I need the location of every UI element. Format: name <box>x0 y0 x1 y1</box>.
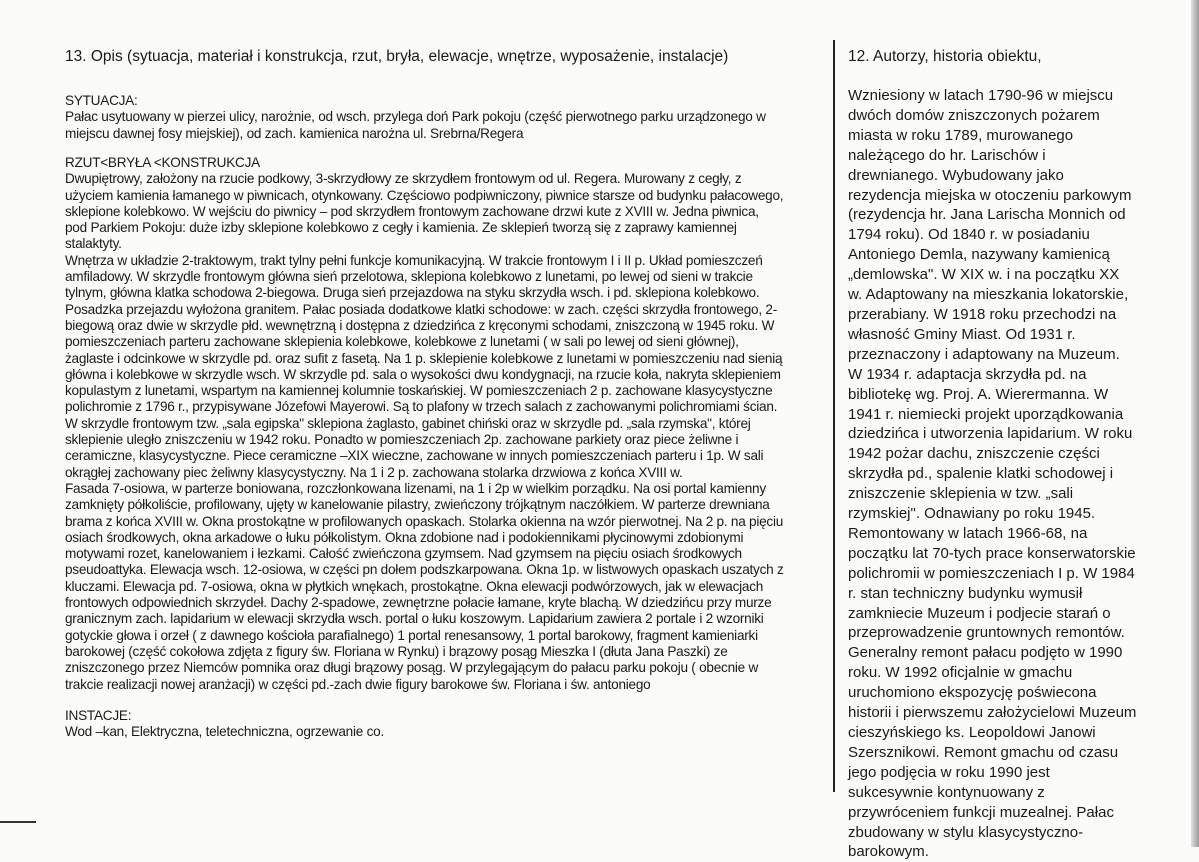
text-line: Antoniego Demla, nazywany kamienicą <box>848 246 1110 264</box>
text-line: gotyckie głowa i orzeł ( z dawnego kościoła parafialnego) 1 portal renesansowy, 1 portal barokowy, fragment kamieniarki <box>65 627 758 643</box>
text-line: drewnianego. Wybudowany jako <box>848 166 1064 184</box>
text-line: trakcie realizacji nowej aranżacji) w części pd.-zach dwie figury barokowe św. Floriana i św. antoniego <box>65 676 651 692</box>
text-line: zamkniecie Muzeum i podjecie starań o <box>848 604 1111 622</box>
text-line: „demlowska". W XIX w. i na początku XX <box>848 266 1120 284</box>
text-line: (rezydencja hr. Jana Larischa Monnich od <box>848 206 1126 224</box>
text-line: Pałac usytuowany w pierzei ulicy, narożnie, od wsch. przylega doń Park pokoju (część pierwotnego parku urządzonego w <box>65 109 766 125</box>
text-line: Wod –kan, Elektryczna, teletechniczna, ogrzewanie co. <box>65 724 384 740</box>
scan-edge <box>1191 0 1199 847</box>
section-instalacje <box>65 708 384 741</box>
text-line: Fasada 7-osiowa, w parterze boniowana, rozczłonkowana lizenami, na 1 i 2p w wielkim porządku. Na osi portal kamienny <box>65 480 766 496</box>
text-line: kopulastym z lunetami, wspartym na kamiennej kolumnie toskańskiej. W pomieszczeniach 2 p. zachowane klasycystyczne <box>65 383 773 399</box>
text-line: żaglaste i odcinkowe w skrzydle pd. oraz sufit z fasetą. Na 1 p. sklepienie kolebkowe z lunetami w pomieszczeniu nad sienią <box>65 350 783 366</box>
text-line: przeznaczony i adaptowany na Muzeum. <box>848 345 1120 363</box>
text-line: polichromie z 1796 r., przypisywane Józefowi Mayerowi. Są to plafony w trzech salach z zachowanymi polichromiami ścian. <box>65 399 778 415</box>
text-line: historii i pierwszemu założycielowi Muzeum <box>848 704 1137 722</box>
section-title: SYTUACJA: <box>65 93 138 108</box>
text-line: Wnętrza w układzie 2-traktowym, trakt tylny pełni funkcje komunikacyjną. W trakcie frontowym I i II p. Układ pomieszczeń <box>65 252 763 268</box>
text-line: tylnym, główna klatka schodowa 2-biegowa. Druga sień przejazdowa na styku skrzydła wsch. i pd. sklepiona kolebkowo. <box>65 285 760 301</box>
text-line: osiach środkowych, okna arkadowe o łuku półkolistym. Okna zdobione nad i podokiennikami płycinowymi zdobionymi <box>65 529 744 545</box>
text-line: amfiladowy. W skrzydle frontowym główna sień przelotowa, sklepiona kolebkowo z lunetami, po lewej od sieni w trakcie <box>65 269 753 285</box>
text-line: pod Parkiem Pokoju: duże izby sklepione kolebkowo z cegły i kamienia. Ze sklepień tworzą się z zaprawy kamiennej <box>65 220 737 236</box>
text-line: 1941 r. niemiecki projekt uporządkowania <box>848 405 1124 423</box>
text-line: należącego do hr. Larischów i <box>848 146 1046 164</box>
text-line: motywami rozet, kanelowaniem i łezkami. Całość zwieńczona gzymsem. Nad gzymsem na pięciu osiach środkowych <box>65 546 742 562</box>
text-line: początku lat 70-tych prace konserwatorskie <box>848 544 1136 562</box>
text-line: użyciem kamienia łamanego w piwnicach, otynkowany. Częściowo podpiwniczony, piwnice starsze od budynku pałacowego, <box>65 187 784 203</box>
text-line: Generalny remont pałacu podjęto w 1990 <box>848 644 1123 662</box>
text-line: sklepione kolebkowo. W wejściu do piwnicy – pod skrzydłem frontowym zachowane drzwi kute z XVIII w. Jedna piwnica, <box>65 203 759 219</box>
text-line: W 1934 r. adaptacja skrzydła pd. na <box>848 365 1087 383</box>
text-line: barokowej (część cokołowa zdjęta z figury św. Floriana w Rynku) i brązowy posąg Mieszka I (dłuta Jana Paszki) ze <box>65 643 728 659</box>
text-line: ceramiczne, klasycystyczne. Piece ceramiczne –XIX wieczne, zachowane w innych pomieszczeniach parteru i 1p. W sali <box>65 448 764 464</box>
text-line: W skrzydle frontowym tzw. „sala egipska" sklepiona żaglasto, gabinet chiński oraz w skrzydle pd. „sala rzymska", której <box>65 415 751 431</box>
text-line: w. Adaptowany na mieszkania lokatorskie, <box>848 286 1129 304</box>
text-line: własność Gminy Miast. Od 1931 r. <box>848 325 1076 343</box>
text-line: skrzydła pd., spalenie klatki schodowej i <box>848 465 1114 483</box>
text-line: miasta w roku 1789, murowanego <box>848 126 1074 144</box>
text-line: granicznym zach. lapidarium w elewacji skrzydła wsch. portal o łuku koszowym. Lapidarium zawiera 2 portale i 2 wzorniki <box>65 611 764 627</box>
text-line: roku. W 1992 oficjalnie w gmachu <box>848 664 1073 682</box>
text-line: dwóch domów zniszczonych pożarem <box>848 106 1100 124</box>
text-line: zbudowany w stylu klasycystyczno- <box>848 823 1084 841</box>
text-line: Szersznikowi. Remont gmachu od czasu <box>848 743 1119 761</box>
text-line: rezydencja miejska w otoczeniu parkowym <box>848 186 1132 204</box>
scan-mark <box>0 821 36 823</box>
text-line: zniszczonego przez Niemców pomnika oraz długi brązowy posąg. W przylegającym do pałacu parku pokoju ( obecnie w <box>65 660 759 676</box>
text-line: pseudoattyka. Elewacja wsch. 12-osiowa, w części pn dołem podszkarpowana. Okna 1p. w listwowych opaskach uszatych z <box>65 562 784 578</box>
text-line: pomieszczeniach parteru zachowane sklepienia kolebkowe, kolebkowe z lunetami ( w sali po lewej od sieni głównej), <box>65 334 739 350</box>
section-historia <box>848 86 1136 862</box>
text-line: przywróceniem funkcji muzealnej. Pałac <box>848 803 1114 821</box>
text-line: miejscu dawnej fosy miejskiej), od zach. kamienica narożna ul. Srebrna/Regera <box>65 125 524 141</box>
text-line: 1942 pożar dachu, zniszczenie części <box>848 445 1100 463</box>
text-line: 1794 roku). Od 1840 r. w posiadaniu <box>848 226 1090 244</box>
text-line: sklepienie uległo zniszczeniu w 1942 roku. Ponadto w pomieszczeniach 2p. zachowane parkiety oraz piece żeliwne i <box>65 432 739 448</box>
text-line: brama z końca XVIII w. Okna prostokątne w profilowanych opaskach. Stolarka okienna na wzór pierwotnej. Na 2 p. na pięciu <box>65 513 784 529</box>
text-line: przerabiany. W 1918 roku przechodzi na <box>848 305 1117 323</box>
text-line: Remontowany w latach 1966-68, na <box>848 524 1088 542</box>
text-line: barokowym. <box>848 843 929 861</box>
text-line: Posadzka przejazdu wyłożona granitem. Pałac posiada dodatkowe klatki schodowe: w zach. części skrzydła frontowego, 2- <box>65 301 777 317</box>
column-divider <box>833 40 835 792</box>
section-body <box>65 109 766 142</box>
text-line: Dwupiętrowy, założony na rzucie podkowy, 3-skrzydłowy ze skrzydłem frontowym od ul. Regera. Murowany z cegły, z <box>65 171 742 187</box>
text-line: główna i kolebkowe w skrzydle wsch. W skrzydle pd. sala o wysokości dwu kondygnacji, na rzucie koła, nakryta sklepieniem <box>65 366 781 382</box>
text-line: biegową oraz dwie w skrzydle płd. wewnętrzną i dostępna z dziedzińca z kręconymi schodami, zniszczoną w 1945 roku. W <box>65 317 775 333</box>
section-body <box>65 724 384 740</box>
text-line: cieszyńskiego ks. Leopoldowi Janowi <box>848 724 1096 741</box>
text-line: uruchomiono ekspozycję poświecona <box>848 684 1097 702</box>
section-title: INSTACJE: <box>65 708 132 723</box>
text-line: polichromii w pomieszczeniach I p. W 1984 <box>848 564 1135 582</box>
text-line: rzymskiej". Odnawiany po roku 1945. <box>848 505 1096 523</box>
text-line: stalaktyty. <box>65 236 122 252</box>
text-line: przeprowadzenie gruntownych remontów. <box>848 624 1125 642</box>
section-body <box>65 171 784 693</box>
section-sytuacja <box>65 93 766 142</box>
left-heading: 13. Opis (sytuacja, materiał i konstrukcja, rzut, bryła, elewacje, wnętrze, wyposażenie, instalacje) <box>65 48 729 65</box>
section-rzut <box>65 155 784 693</box>
text-line: sukcesywnie kontynuowany z <box>848 783 1045 801</box>
text-line: jego podjęcia w roku 1990 jest <box>848 763 1050 781</box>
text-line: dziedzińca i utworzenia lapidarium. W roku <box>848 425 1133 443</box>
text-line: zniszczenie sklepienia w tzw. „sali <box>848 485 1074 503</box>
text-line: zamknięty półkoliście, profilowany, ujęty w kanelowanie pilastry, zwieńczony trójkątnym naczółkiem. W parterze drewniana <box>65 497 770 513</box>
text-line: okrągłej zachowany piec żeliwny klasycystyczny. Na 1 i 2 p. zachowana stolarka drzwiowa z końca XVIII w. <box>65 464 683 480</box>
text-line: bibliotekę wg. Proj. A. Wierermanna. W <box>848 385 1109 403</box>
text-line: r. stan techniczny budynku wymusił <box>848 584 1083 602</box>
text-line: frontowych odpowiednich skrzydeł. Dachy 2-spadowe, zewnętrzne połacie łamane, kryte blachą. W dziedzińcu przy murze <box>65 595 772 611</box>
section-title: RZUT<BRYŁA <KONSTRUKCJA <box>65 155 260 170</box>
right-heading: 12. Autorzy, historia obiektu, <box>848 48 1042 65</box>
text-line: Wzniesiony w latach 1790-96 w miejscu <box>848 87 1114 104</box>
text-line: kluczami. Elewacja pd. 7-osiowa, okna w płytkich wnękach, prostokątne. Okna elewacji podwórzowych, jak w elewacjach <box>65 578 764 594</box>
